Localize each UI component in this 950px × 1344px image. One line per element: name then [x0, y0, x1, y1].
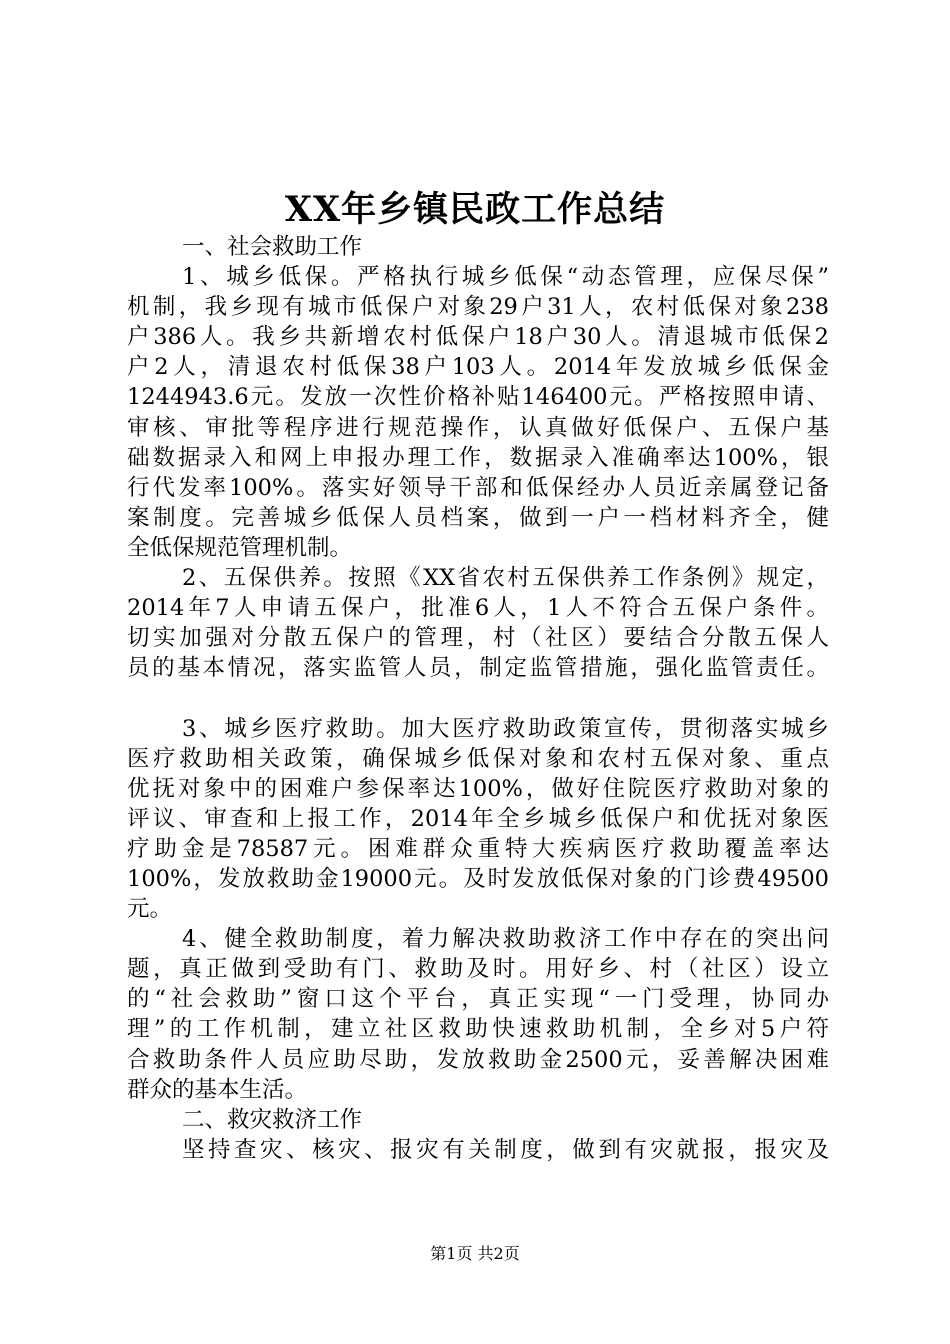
body-text-line: 医疗救助相关政策，确保城乡低保对象和农村五保对象、重点 [127, 745, 829, 772]
body-text-line: 户2人，清退农村低保38户103人。2014年发放城乡低保金 [127, 354, 829, 381]
body-text-line: 优抚对象中的困难户参保率达100%，做好住院医疗救助对象的 [127, 775, 829, 802]
body-text-line: 坚持查灾、核灾、报灾有关制度，做到有灾就报，报灾及 [182, 1136, 829, 1163]
body-text-line: 4、健全救助制度，着力解决救助救济工作中存在的突出问 [182, 926, 829, 953]
body-text-line: 疗助金是78587元。困难群众重特大疾病医疗救助覆盖率达 [127, 835, 829, 862]
section-heading: 二、救灾救济工作 [182, 1106, 363, 1133]
body-text-line: 全低保规范管理机制。 [127, 534, 353, 561]
body-text-line: 3、城乡医疗救助。加大医疗救助政策宣传，贯彻落实城乡 [182, 715, 829, 742]
body-text-line: 1、城乡低保。严格执行城乡低保“动态管理，应保尽保” [182, 264, 829, 291]
body-text-line: 元。 [127, 896, 173, 923]
body-text-line: 评议、审查和上报工作，2014年全乡城乡低保户和优抚对象医 [127, 805, 829, 832]
body-text-line: 员的基本情况，落实监管人员，制定监管措施，强化监管责任。 [127, 655, 829, 682]
body-text-line: 100%，发放救助金19000元。及时发放低保对象的门诊费49500 [127, 865, 829, 892]
body-text-line: 合救助条件人员应助尽助，发放救助金2500元，妥善解决困难 [127, 1046, 829, 1073]
body-text-line: 机制，我乡现有城市低保户对象29户31人，农村低保对象238 [127, 294, 829, 321]
body-text-line: 行代发率100%。落实好领导干部和低保经办人员近亲属登记备 [127, 474, 829, 501]
body-text-line: 理”的工作机制，建立社区救助快速救助机制，全乡对5户符 [127, 1016, 829, 1043]
body-text-line: 础数据录入和网上申报办理工作，数据录入准确率达100%，银 [127, 444, 829, 471]
section-heading: 一、社会救助工作 [182, 234, 363, 260]
body-text-line: 1244943.6元。发放一次性价格补贴146400元。严格按照申请、 [127, 384, 829, 411]
body-text-line: 的“社会救助”窗口这个平台，真正实现“一门受理，协同办 [127, 986, 829, 1013]
page-footer: 第1页 共2页 [430, 1244, 520, 1263]
body-text-line: 户386人。我乡共新增农村低保户18户30人。清退城市低保2 [127, 324, 829, 351]
body-text-line: 切实加强对分散五保户的管理，村（社区）要结合分散五保人 [127, 625, 829, 652]
body-text-line: 2014年7人申请五保户，批准6人，1人不符合五保户条件。 [127, 595, 829, 622]
body-text-line: 案制度。完善城乡低保人员档案，做到一户一档材料齐全，健 [127, 504, 829, 531]
body-text-line: 审核、审批等程序进行规范操作，认真做好低保户、五保户基 [127, 414, 829, 441]
document-body [127, 232, 829, 1165]
body-text-line: 题，真正做到受助有门、救助及时。用好乡、村（社区）设立 [127, 956, 829, 983]
body-text-line [127, 683, 829, 713]
document-title: XX年乡镇民政工作总结 [284, 189, 666, 230]
body-text-line: 2、五保供养。按照《XX省农村五保供养工作条例》规定， [182, 565, 829, 592]
body-text-line: 群众的基本生活。 [127, 1076, 308, 1103]
